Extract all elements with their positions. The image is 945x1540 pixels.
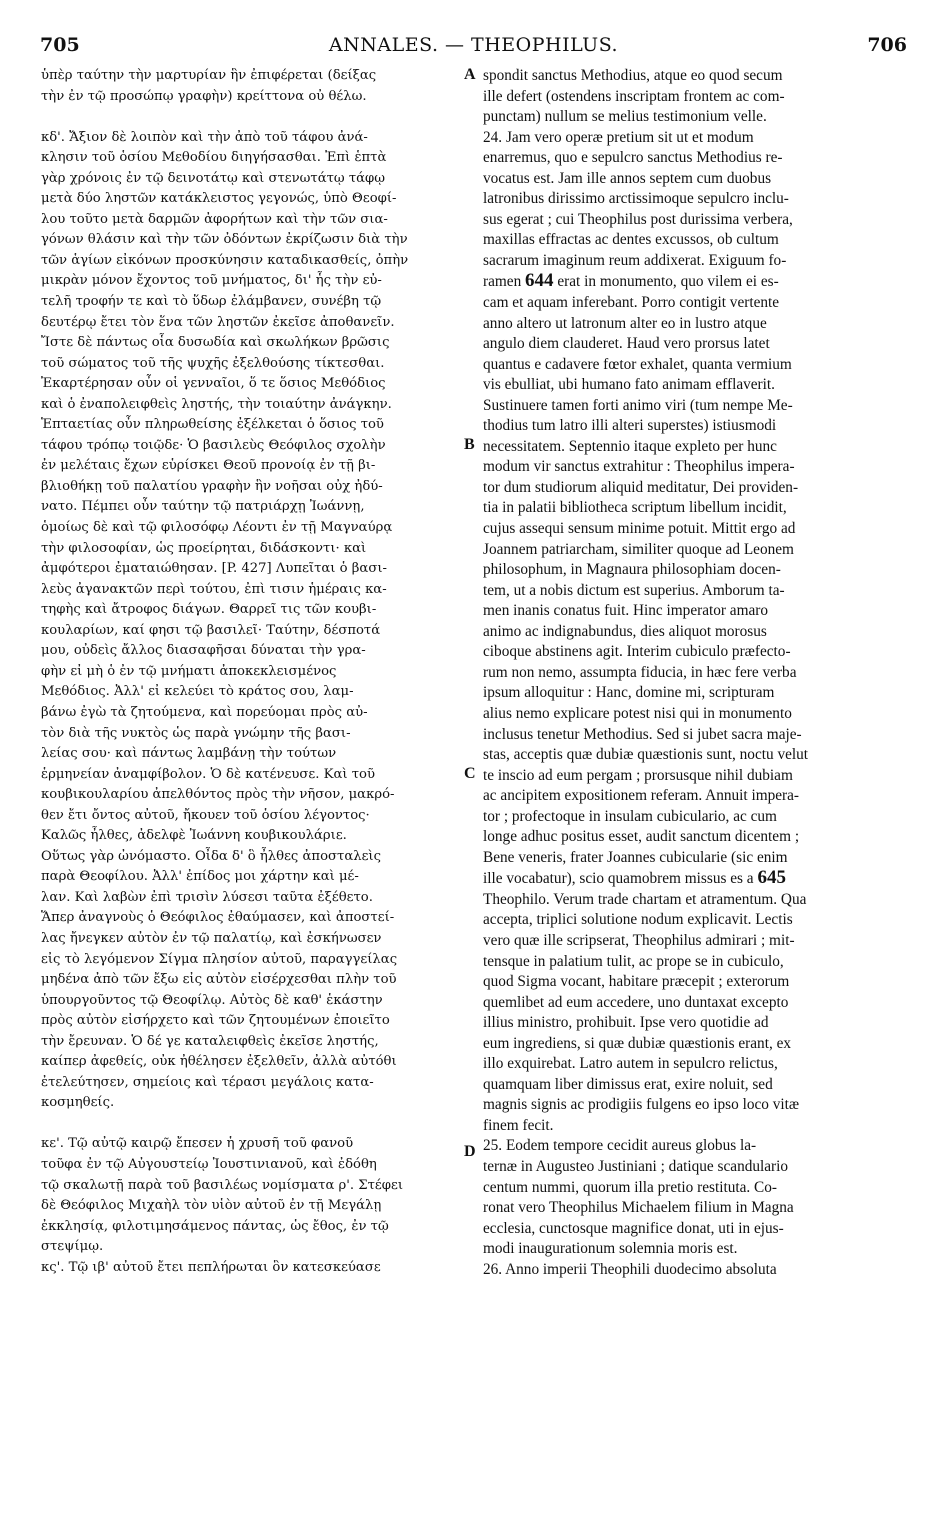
latin-text-line: ternæ in Augusteo Justiniani ; datique scandulario — [483, 1157, 789, 1175]
greek-text-line: λείας σου· καὶ πάντως λαμβάνῃ τὴν τούτων — [41, 746, 337, 762]
greek-text-line: Ἅπερ ἀναγνοὺς ὁ Θεόφιλος ἐθαύμασεν, καὶ ἀποστεί- — [41, 910, 395, 926]
greek-text-line: τὴν ἐν τῷ προσώπῳ γραφὴν) κρείττονα οὐ θέλω. — [41, 88, 367, 104]
latin-text-line: 26. Anno imperii Theophili duodecimo absoluta — [483, 1260, 777, 1278]
greek-text-line: κλησιν τοῦ ὁσίου Μεθοδίου διηγήσασθαι. Ἐπὶ ἑπτὰ — [41, 150, 387, 166]
latin-text-line: thodius tum latro illi alteri superstes) istiusmodi — [483, 417, 777, 435]
latin-text-line: magnis signis ac prodigiis fulgens eo ipso loco vitæ — [483, 1096, 800, 1114]
latin-text-line: punctam) nullum se melius testimonium velle. — [483, 108, 767, 126]
latin-text-line: 25. Eodem tempore cecidit aureus globus la- — [483, 1137, 757, 1155]
margin-marker-c: C — [464, 765, 476, 782]
greek-text-column — [41, 66, 456, 1278]
latin-text-line: ronat vero Theophilus Michaelem filium in Magna — [483, 1199, 794, 1217]
latin-text-line: rum non nemo, assumpta fiducia, in hæc fere verba — [483, 663, 797, 681]
greek-text-line: λεὺς ἀγανακτῶν περὶ τούτου, ἐπὶ τισιν ἡμέραις κα- — [41, 581, 387, 597]
latin-text-line: vero quæ ille scripserat, Theophilus admirari ; mit- — [483, 931, 795, 949]
latin-text-line: men inanis conatus fuit. Hinc imperator amaro — [483, 602, 769, 620]
greek-text-line: τάφου τρόπῳ τοιῷδε· Ὁ βασιλεὺς Θεόφιλος σχολὴν — [41, 437, 386, 453]
greek-text-line: τῷ σκαλωτῇ παρὰ τοῦ βασιλέως νομίσματα ρ'. Στέφει — [41, 1177, 403, 1193]
greek-text-line: θεν ἔτι ὄντος αὐτοῦ, ἤκουεν τοῦ ὁσίου λέγοντος· — [41, 807, 370, 823]
greek-text-line: δευτέρῳ ἔτει τὸν ἕνα τῶν ληστῶν ἐκεῖσε ἀποθανεῖν. — [41, 314, 395, 330]
greek-text-line: κς'. Τῷ ιβ' αὐτοῦ ἔτει πεπλήρωται ὃν κατεσκεύασε — [41, 1259, 381, 1275]
greek-text-line: λου τοῦτο μετὰ δαρμῶν ἀφορήτων καὶ τὴν τῶν σια- — [41, 211, 388, 227]
latin-text-line: ille defert (ostendens inscriptam frontem ac com- — [483, 87, 785, 105]
latin-text-line: tensque in palatium tulit, ac prope se in cubiculo, — [483, 952, 784, 970]
greek-text-line: τὴν ἔρευναν. Ὁ δέ γε καταλειφθεὶς ἐκεῖσε ληστής, — [41, 1033, 379, 1049]
latin-text-line: maxillas effractas ac dentes excussos, ob cultum — [483, 231, 779, 249]
latin-text-line: modi inaugurationum solemnia moris est. — [483, 1240, 738, 1258]
latin-text-column — [483, 66, 908, 1280]
greek-text-line: Οὕτως γὰρ ὠνόμαστο. Οἶδα δ' ὃ ἦλθες ἀποσταλεὶς — [41, 848, 381, 864]
greek-text-line: τοῦφα ἐν τῷ Αὐγουστείῳ Ἰουστινιανοῦ, καὶ ἐδόθη — [41, 1156, 377, 1172]
greek-text-line: φὴν εἰ μὴ ὁ ἐν τῷ μνήματι ἀποκεκλεισμένος — [41, 663, 337, 679]
right-page-number: 706 — [867, 34, 907, 56]
latin-text-line: longe adhuc positus esset, audit sanctum dicentem ; — [483, 828, 800, 846]
latin-text-line: alius nemo explicare potest nisi qui in monumento — [483, 704, 792, 722]
latin-text-line: eum ingrediens, si quæ dubiæ quæstionis erant, ex — [483, 1034, 792, 1052]
running-title: ANNALES. — THEOPHILUS. — [328, 34, 619, 56]
greek-text-line: κε'. Τῷ αὐτῷ καιρῷ ἔπεσεν ἡ χρυσῆ τοῦ φανοῦ — [41, 1136, 354, 1152]
latin-text-line: Joannem patriarcham, similiter quoque ad Leonem — [483, 540, 794, 558]
latin-text-line: quemlibet ad eum accedere, uno duntaxat excepto — [483, 993, 789, 1011]
latin-text-line: ac ancipitem expositionem referam. Annuit impera- — [483, 787, 800, 805]
greek-text-line: κουβικουλαρίου ἀπελθόντος πρὸς τὴν νῆσον, μακρό- — [41, 787, 395, 803]
margin-marker-a: A — [464, 66, 476, 83]
latin-text-line: ramen 644 erat in monumento, quo vilem ei es- — [483, 271, 779, 292]
inline-page-number: 645 — [757, 868, 786, 889]
greek-text-line: ἀμφότεροι ἐματαιώθησαν. [P. 427] Λυπεῖται ὁ βασι- — [41, 561, 387, 577]
latin-text-line: modum vir sanctus extrahitur : Theophilus impera- — [483, 458, 795, 476]
greek-text-line: στεψίμῳ. — [41, 1239, 104, 1255]
greek-text-line: νατο. Πέμπει οὖν ταύτην τῷ πατριάρχῃ Ἰωάννῃ, — [41, 499, 365, 515]
greek-blank-line — [41, 107, 456, 128]
greek-text-line: γὰρ χρόνοις ἐν τῷ δεινοτάτῳ καὶ στενωτάτῳ τάφῳ — [41, 170, 386, 186]
greek-text-line: Ἴστε δὲ πάντως οἷα δυσωδία καὶ σκωλήκων βρῶσις — [41, 335, 390, 351]
greek-text-line: τὴν φιλοσοφίαν, ὡς προείρηται, διδάσκοντι· καὶ — [41, 540, 367, 556]
left-page-number: 705 — [40, 34, 80, 56]
greek-text-line: κοσμηθείς. — [41, 1095, 115, 1111]
greek-text-line: Ἑπταετίας οὖν πληρωθείσης ἐξέλκεται ὁ ὅσιος τοῦ — [41, 417, 384, 433]
greek-text-line: Ἐκαρτέρησαν οὖν οἱ γενναῖοι, ὅ τε ὅσιος Μεθόδιος — [41, 376, 386, 392]
greek-text-line: λαν. Καὶ λαβὼν ἐπὶ τρισὶν λύσεσι ταῦτα ἐξέθετο. — [41, 889, 373, 905]
latin-text-line: tem, ut a nobis dictum est superius. Amborum ta- — [483, 581, 785, 599]
latin-text-line: quantus e cadavere fœtor exhalet, quanta vermium — [483, 355, 792, 373]
greek-text-line: ἐν μελέταις ἔχων εὑρίσκει Θεοῦ προνοίᾳ ἐν τῇ βι- — [41, 458, 376, 474]
greek-text-line: εἰς τὸ λεγόμενον Σίγμα πλησίον αὐτοῦ, παραγγείλας — [41, 951, 398, 967]
latin-text-line: accepta, triplici solutione nodum explicavit. Lectis — [483, 911, 793, 929]
greek-text-line: μετὰ δύο ληστῶν κατάκλειστος γεγονώς, ὑπὸ Θεοφί- — [41, 191, 397, 207]
latin-text-line: enarremus, quo e sepulcro sanctus Methodius re- — [483, 149, 783, 167]
greek-text-line: τὸν διὰ τῆς νυκτὸς ὡς παρὰ γνώμην τῆς βασι- — [41, 725, 351, 741]
greek-text-line: δὲ Θεόφιλος Μιχαὴλ τὸν υἱὸν αὐτοῦ ἐν τῇ Μεγάλῃ — [41, 1198, 382, 1214]
greek-text-line: λας ἤνεγκεν αὐτὸν ἐν τῷ παλατίῳ, καὶ ἐσκήνωσεν — [41, 930, 382, 946]
latin-text-line: ciboque abstinens agit. Interim cubiculo præfecto- — [483, 643, 791, 661]
greek-text-line: καίπερ ἀφεθείς, οὐκ ἠθέλησεν ἐξελθεῖν, ἀλλὰ αὐτόθι — [41, 1054, 397, 1070]
greek-text-line: ἑρμηνείαν ἀναμφίβολον. Ὁ δὲ κατένευσε. Καὶ τοῦ — [41, 766, 375, 782]
latin-text-line: cam et aquam inferebant. Porro contigit vertente — [483, 294, 780, 312]
greek-text-line: ὑπὲρ ταύτην τὴν μαρτυρίαν ἣν ἐπιφέρεται (δείξας — [41, 68, 377, 83]
greek-text-line: καὶ ὁ ἐναπολειφθεὶς ληστής, τὴν τοιαύτην ἀνάγκην. — [41, 396, 392, 412]
page-header — [40, 34, 907, 58]
latin-text-line: sus egerat ; cui Theophilus post durissima verbera, — [483, 210, 793, 228]
latin-text-line: tia in palatii bibliotheca scriptum libellum incidit, — [483, 499, 787, 517]
greek-text-line: μικρὰν μόνον ἔχοντος τοῦ μνήματος, δι' ἧς τὴν εὐ- — [41, 273, 382, 289]
latin-text-line: illius ministro, prohibuit. Ipse vero quotidie ad — [483, 1014, 769, 1032]
latin-text-line: ille vocabatur), scio quamobrem missus es a 645 — [483, 868, 786, 889]
latin-text-line: Bene veneris, frater Joannes cubicularie (sic enim — [483, 848, 788, 866]
greek-text-line: ὑπουργοῦντος τῷ Θεοφίλῳ. Αὐτὸς δὲ καθ' ἑκάστην — [41, 992, 383, 1008]
greek-text-line: μηδένα ἀπὸ τῶν ἔξω εἰς αὐτὸν εἰσέρχεσθαι πλὴν τοῦ — [41, 972, 397, 988]
latin-text-line: philosophum, in Magnaura philosophiam docen- — [483, 561, 781, 579]
greek-text-line: βλιοθήκῃ τοῦ παλατίου γραφὴν ἣν νοῆσαι οὐχ ἠδύ- — [41, 478, 383, 494]
latin-text-line: angulo diem clauderet. Haud vero prorsus latet — [483, 335, 770, 353]
latin-text-line: quamquam liber dimissus erat, exire noluit, sed — [483, 1075, 773, 1093]
greek-text-line: τοῦ σώματος τοῦ τῆς ψυχῆς ἐξελθούσης τίκτεσθαι. — [41, 355, 385, 371]
greek-text-line: παρὰ Θεοφίλου. Ἀλλ' ἐπίδος μοι χάρτην καὶ μέ- — [41, 869, 359, 885]
latin-text-line: centum nummi, quorum illa pretio restituta. Co- — [483, 1178, 777, 1196]
latin-text-line: Sustinuere tamen forti animo viri (tum nempe Me- — [483, 396, 793, 414]
greek-text-line: Μεθόδιος. Ἀλλ' εἰ κελεύει τὸ κράτος σου, λαμ- — [41, 684, 354, 700]
greek-text-line: μου, οὐδεὶς ἄλλος διασαφῆσαι δύναται τὴν γρα- — [41, 643, 366, 659]
latin-text-line: tor dum studiorum aliquid meditatur, Dei providen- — [483, 478, 799, 496]
latin-text-line: finem fecit. — [483, 1116, 554, 1134]
latin-text-line: sacrarum imaginum reum addixerat. Exiguum fo- — [483, 251, 787, 269]
greek-text-line: κδ'. Ἄξιον δὲ λοιπὸν καὶ τὴν ἀπὸ τοῦ τάφου ἀνά- — [41, 129, 368, 145]
latin-text-line: cujus assequi sensum minime potuit. Mittit ergo ad — [483, 520, 796, 538]
latin-text-line: Theophilo. Verum trade chartam et atramentum. Qua — [483, 890, 807, 908]
greek-text-line: τῶν ἁγίων εἰκόνων προσκύνησιν καταδικασθείς, ὀπὴν — [41, 252, 409, 268]
greek-text-line: κουλαρίων, καί φησι τῷ βασιλεῖ· Ταύτην, δέσποτά — [41, 622, 381, 638]
latin-text-line: necessitatem. Septennio itaque expleto per hunc — [483, 437, 777, 455]
greek-text-line: τηφὴς καὶ ἄτροφος διάγων. Θαρρεῖ τις τῶν κουβι- — [41, 602, 377, 618]
latin-text-line: inclusus tenetur Methodius. Sed si jubet sacra maje- — [483, 725, 802, 743]
greek-text-line: ἐτελεύτησεν, σημείοις καὶ τέρασι μεγάλοις κατα- — [41, 1074, 374, 1090]
inline-page-number: 644 — [525, 271, 554, 292]
latin-text-line: vis ebulliat, ubi humano fato animam efflaverit. — [483, 376, 775, 394]
latin-text-line: tor ; profectoque in insulam cubiculario, ac cum — [483, 807, 777, 825]
margin-marker-b: B — [464, 436, 475, 453]
greek-text-line: τελῆ τροφήν τε καὶ τὸ ὕδωρ ἐλάμβανεν, συνέβη τῷ — [41, 294, 382, 310]
latin-text-line: quod Sigma vocant, habitare præcepit ; exterorum — [483, 973, 790, 991]
latin-text-line: anno altero ut latronum alter eo in lustro atque — [483, 314, 767, 332]
latin-text-line: illo exquirebat. Latro autem in sepulcro relictus, — [483, 1055, 778, 1073]
greek-text-line: ὁμοίως δὲ καὶ τῷ φιλοσόφῳ Λέοντι ἐν τῇ Μαγναύρᾳ — [41, 520, 393, 536]
greek-text-line: βάνω ἐγὼ τὰ ζητούμενα, καὶ πορεύομαι πρὸς αὐ- — [41, 704, 368, 720]
latin-text-line: spondit sanctus Methodius, atque eo quod secum — [483, 67, 783, 84]
latin-text-line: latronibus dirissimo arctissimoque sepulcro inclu- — [483, 190, 789, 208]
latin-text-line: ecclesia, cunctosque magnifice donat, uti in ejus- — [483, 1219, 784, 1237]
latin-text-line: animo ac indignabundus, dies aliquot morosus — [483, 622, 767, 640]
greek-blank-line — [41, 1114, 456, 1135]
latin-text-line: stas, acceptis quæ dubiæ quæstionis sunt, noctu velut — [483, 746, 809, 764]
margin-marker-d: D — [464, 1143, 476, 1160]
latin-text-line: vocatus est. Jam ille annos septem cum duobus — [483, 169, 772, 187]
greek-text-line: πρὸς αὐτὸν εἰσήρχετο καὶ τῶν ζητουμένων ἐποιεῖτο — [41, 1013, 390, 1029]
latin-text-line: ipsum alloquitur : Hanc, domine mi, scripturam — [483, 684, 775, 702]
latin-text-line: te inscio ad eum pergam ; prorsusque nihil dubiam — [483, 766, 793, 784]
latin-text-line: 24. Jam vero operæ pretium sit ut et modum — [483, 128, 754, 146]
greek-text-line: Καλῶς ἦλθες, ἀδελφὲ Ἰωάννη κουβικουλάριε. — [41, 828, 347, 844]
greek-text-line: ἐκκλησίᾳ, φιλοτιμησάμενος πάντας, ὡς ἔθος, ἐν τῷ — [41, 1218, 389, 1234]
greek-text-line: γόνων θλάσιν καὶ τὴν τῶν ὀδόντων ἐκρίζωσιν διὰ τὴν — [41, 232, 408, 248]
